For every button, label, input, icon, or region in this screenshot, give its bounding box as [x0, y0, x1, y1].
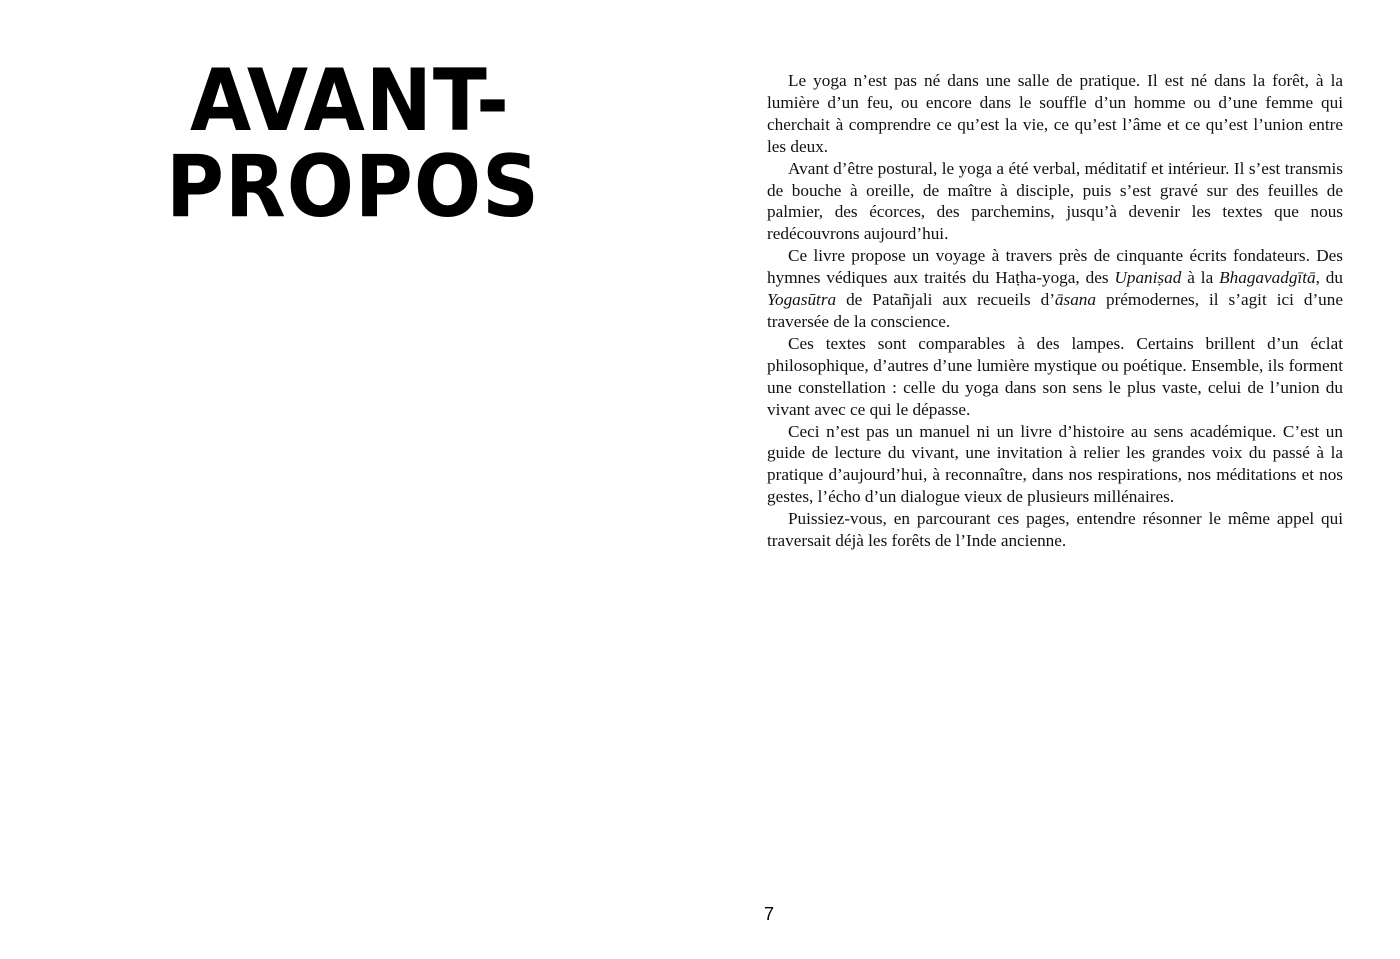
paragraph-6: Puissiez-vous, en parcourant ces pages, entendre résonner le même appel qui traversait déjà les forêts de l’Inde ancienne. — [767, 509, 1343, 551]
paragraph-3-text-e: prémodernes, il s’agit ici d’une traversée de la conscience. — [767, 290, 1343, 331]
chapter-title-line-1: AVANT- — [190, 51, 510, 151]
page-number: 7 — [764, 904, 775, 924]
term-yogasutra: Yogasūtra — [767, 290, 837, 310]
paragraph-5: Ceci n’est pas un manuel ni un livre d’histoire au sens académique. C’est un guide de lecture du vivant, une invitation à relier les grandes voix du passé à la pratique d’aujourd’hui, à reconnaître, dans nos respirations, nos méditations et nos gestes, l’écho d’un dialogue vieux de plusieurs millénaires. — [767, 421, 1343, 507]
chapter-title-line-2: PROPOS — [166, 137, 540, 237]
chapter-title — [166, 51, 540, 237]
paragraph-3-text-a: Ce livre propose un voyage à travers près de cinquante écrits fondateurs. Des hymnes védiques aux traités du Haṭha-yoga, des — [767, 246, 1343, 288]
paragraph-4: Ces textes sont comparables à des lampes. Certains brillent d’un éclat philosophique, d’autres d’une lumière mystique ou poétique. Ensemble, ils forment une constellation : celle du yoga dans son sens le plus vaste, celui de l’union du vivant avec ce qui le dépasse. — [767, 333, 1343, 419]
paragraph-3-text-c: , du — [1315, 268, 1343, 288]
paragraph-1: Le yoga n’est pas né dans une salle de pratique. Il est né dans la forêt, à la lumière d’un feu, ou encore dans le souffle d’un homme ou d’une femme qui cherchait à comprendre ce qu’est la vie, ce qu’est l’âme et ce qu’est l’union entre les deux. — [767, 71, 1343, 156]
paragraph-3-text-b: à la — [1181, 268, 1220, 288]
term-asana: āsana — [1054, 290, 1096, 310]
foreword-body — [767, 70, 1343, 552]
term-bhagavadgita: Bhagavadgītā — [1219, 268, 1316, 288]
paragraph-3-text-d: de Patañjali aux recueils d’ — [836, 290, 1055, 310]
paragraph-2: Avant d’être postural, le yoga a été verbal, méditatif et intérieur. Il s’est transmis de bouche à oreille, de maître à disciple, puis s’est gravé sur des feuilles de palmier, des écorces, des parchemins, jusqu’à devenir les textes que nous redécouvrons aujourd’hui. — [767, 158, 1343, 244]
paragraph-3 — [767, 245, 1343, 333]
term-upanisad: Upaniṣad — [1114, 268, 1182, 288]
